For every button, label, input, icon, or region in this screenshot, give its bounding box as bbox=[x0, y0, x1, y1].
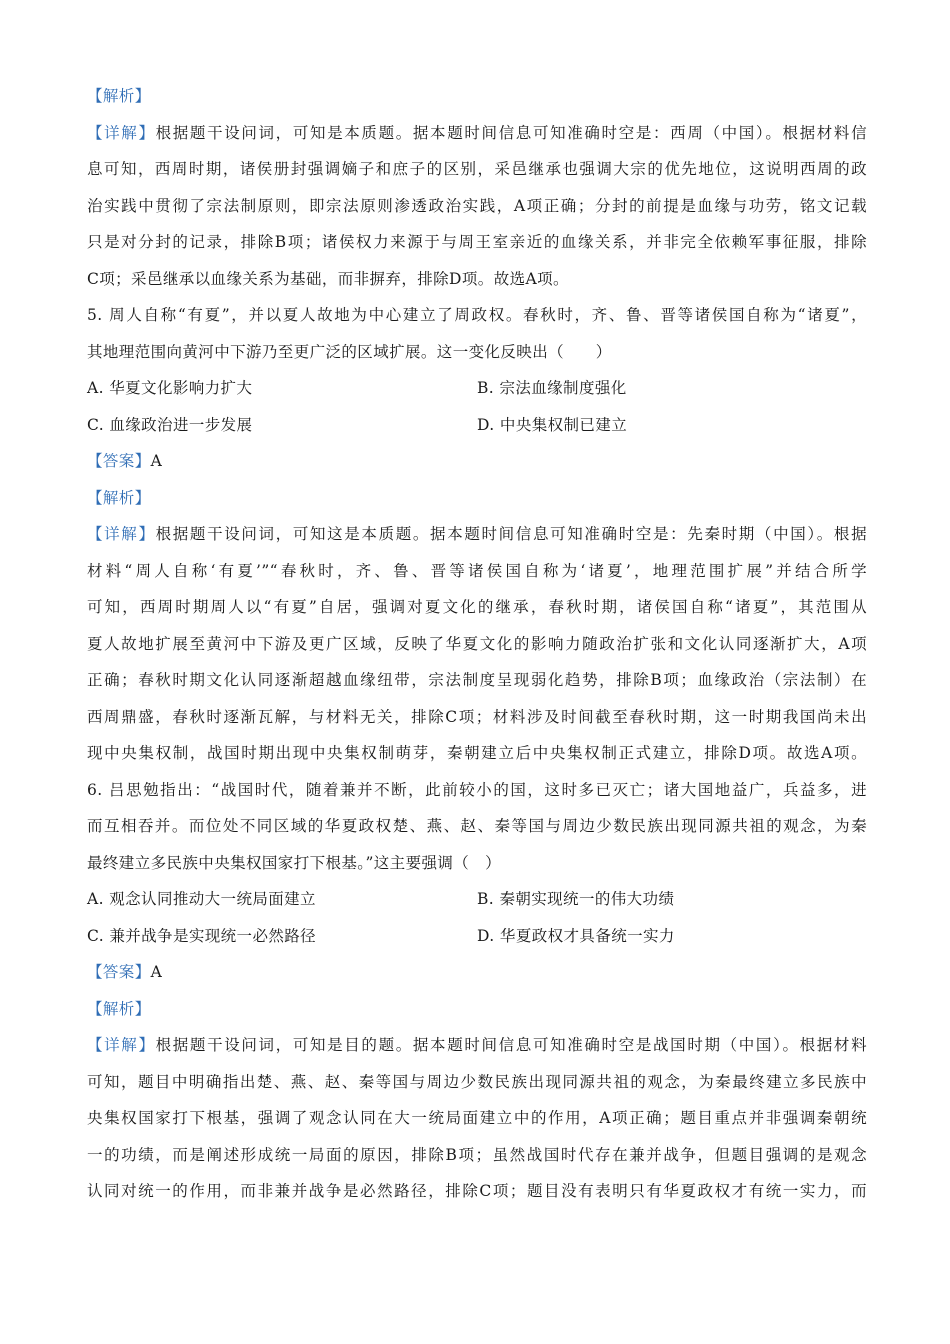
detail-line: 只是对分封的记录，排除B项；诸侯权力来源于与周王室亲近的血缘关系，并非完全依赖军事征服，排除 bbox=[87, 233, 867, 251]
analysis-tag: 【解析】 bbox=[87, 87, 151, 105]
answer-tag: 【答案】 bbox=[87, 963, 151, 981]
question-5-options-row bbox=[87, 407, 867, 444]
answer-value: A bbox=[150, 963, 163, 981]
answer-value: A bbox=[150, 452, 163, 470]
detail-text: 根据题干设问词，可知是本质题。据本题时间信息可知准确时空是：西周（中国）。根据材料信 bbox=[155, 123, 867, 142]
question-5-answer bbox=[87, 443, 867, 480]
analysis-heading bbox=[87, 480, 867, 517]
detail-line: 认同对统一的作用，而非兼并战争是必然路径，排除C项；题目没有表明只有华夏政权才有统一实力，而 bbox=[87, 1182, 867, 1200]
option-d: D. 华夏政权才具备统一实力 bbox=[477, 926, 675, 945]
answer-tag: 【答案】 bbox=[87, 452, 151, 470]
detail-line: 现中央集权制，战国时期出现中央集权制萌芽，秦朝建立后中央集权制正式建立，排除D项。故选A项。 bbox=[87, 744, 867, 762]
question-6-stem: 而互相吞并。而位处不同区域的华夏政权楚、燕、赵、秦等国与周边少数民族出现同源共祖的观念，为秦 bbox=[87, 817, 867, 835]
question-6-options-row bbox=[87, 881, 867, 918]
option-b: B. 宗法血缘制度强化 bbox=[477, 379, 627, 397]
detail-line: 夏人故地扩展至黄河中下游及更广区域，反映了华夏文化的影响力随政治扩张和文化认同逐渐扩大，A项 bbox=[87, 634, 867, 653]
question-6-options-row bbox=[87, 918, 867, 955]
detail-line: 一的功绩，而是阐述形成统一局面的原因，排除B项；虽然战国时代存在兼并战争，但题目强调的是观念 bbox=[87, 1145, 867, 1164]
option-b: B. 秦朝实现统一的伟大功绩 bbox=[477, 890, 675, 908]
detail-line bbox=[87, 1027, 867, 1064]
question-5-stem: 其地理范围向黄河中下游乃至更广泛的区域扩展。这一变化反映出（ ） bbox=[87, 342, 612, 361]
page-content bbox=[87, 78, 867, 1210]
detail-line: 息可知，西周时期，诸侯册封强调嫡子和庶子的区别，采邑继承也强调大宗的优先地位，这说明西周的政 bbox=[87, 160, 867, 178]
option-d: D. 中央集权制已建立 bbox=[477, 415, 628, 434]
detail-line bbox=[87, 115, 867, 152]
detail-text: 根据题干设问词，可知这是本质题。据本题时间信息可知准确时空是：先秦时期（中国）。根据 bbox=[155, 525, 867, 543]
detail-tag: 【详解】 bbox=[87, 1036, 156, 1054]
option-a: A. 观念认同推动大一统局面建立 bbox=[87, 890, 316, 908]
detail-line: 治实践中贯彻了宗法制原则，即宗法原则渗透政治实践，A项正确；分封的前提是血缘与功劳，铭文记载 bbox=[87, 196, 867, 215]
question-6-answer bbox=[87, 954, 867, 991]
detail-line: 正确；春秋时期文化认同逐渐超越血缘纽带，宗法制度呈现弱化趋势，排除B项；血缘政治（宗法制）在 bbox=[87, 671, 867, 689]
analysis-heading bbox=[87, 991, 867, 1028]
detail-text: 根据题干设问词，可知是目的题。据本题时间信息可知准确时空是战国时期（中国）。根据材料 bbox=[155, 1036, 867, 1054]
question-5-options-row bbox=[87, 370, 867, 407]
detail-line: 可知，题目中明确指出楚、燕、赵、秦等国与周边少数民族出现同源共祖的观念，为秦最终建立多民族中 bbox=[87, 1072, 867, 1091]
option-c: C. 血缘政治进一步发展 bbox=[87, 415, 253, 434]
analysis-heading bbox=[87, 78, 867, 115]
detail-line: C项；采邑继承以血缘关系为基础，而非摒弃，排除D项。故选A项。 bbox=[87, 269, 569, 288]
option-c: C. 兼并战争是实现统一必然路径 bbox=[87, 926, 317, 945]
question-6-stem: 最终建立多民族中央集权国家打下根基。”这主要强调（ ） bbox=[87, 853, 501, 872]
analysis-tag: 【解析】 bbox=[87, 999, 151, 1018]
detail-line: 可知，西周时期周人以“有夏”自居，强调对夏文化的继承，春秋时期，诸侯国自称“诸夏”，其范围从 bbox=[87, 598, 867, 616]
detail-tag: 【详解】 bbox=[87, 123, 156, 142]
analysis-tag: 【解析】 bbox=[87, 488, 151, 507]
detail-line: 央集权国家打下根基，强调了观念认同在大一统局面建立中的作用，A项正确；题目重点并非强调秦朝统 bbox=[87, 1109, 867, 1127]
option-a: A. 华夏文化影响力扩大 bbox=[87, 379, 253, 397]
detail-line bbox=[87, 516, 867, 553]
detail-tag: 【详解】 bbox=[87, 525, 156, 543]
question-5-stem: 5. 周人自称“有夏”，并以夏人故地为中心建立了周政权。春秋时，齐、鲁、晋等诸侯国自称为“诸夏”， bbox=[87, 306, 867, 324]
detail-line: 材料“周人自称‘有夏’”“春秋时，齐、鲁、晋等诸侯国自称为‘诸夏’，地理范围扩展”并结合所学 bbox=[87, 561, 867, 580]
question-6-stem: 6. 吕思勉指出：“战国时代，随着兼并不断，此前较小的国，这时多已灭亡；诸大国地益广，兵益多，进 bbox=[87, 780, 867, 799]
detail-line: 西周鼎盛，春秋时逐渐瓦解，与材料无关，排除C项；材料涉及时间截至春秋时期，这一时期我国尚未出 bbox=[87, 707, 867, 726]
